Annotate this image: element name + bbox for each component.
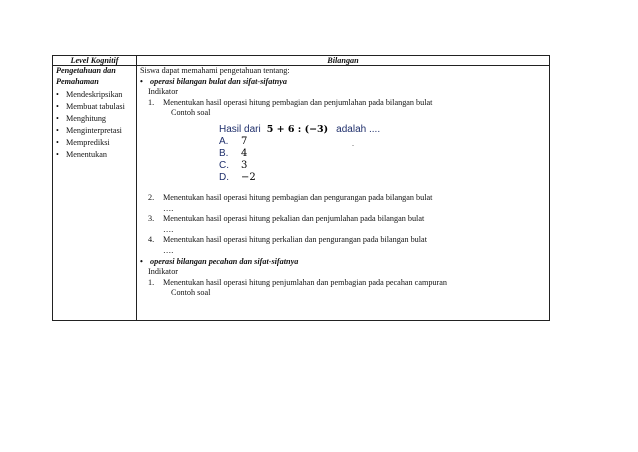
indicator-item — [140, 235, 546, 246]
topic-fraction-operations: • operasi bilangan pecahan dan sifat-sifatnya — [140, 257, 546, 268]
header-topic: Bilangan — [137, 56, 550, 66]
example-label: Contoh soal — [171, 108, 211, 118]
item-number: 1. — [148, 97, 155, 107]
header-cognitive-level: Level Kognitif — [53, 56, 137, 66]
table-header-row — [53, 56, 550, 66]
indicator-item — [140, 214, 546, 225]
answer-option — [219, 173, 256, 184]
item-number: 3. — [148, 214, 155, 224]
list-item: • Memprediksi — [56, 137, 133, 149]
topic-integer-operations: • operasi bilangan bulat dan sifat-sifatnya — [140, 77, 546, 88]
ellipsis-placeholder: …. — [163, 224, 174, 234]
item-number: 2. — [148, 192, 155, 202]
cognitive-level-title-line1: Pengetahuan dan — [56, 66, 116, 75]
scan-artifact-dot — [352, 145, 354, 146]
indicator-text: Menentukan hasil operasi hitung penjumlahan dan pembagian pada pecahan campuran — [163, 277, 447, 287]
list-item: • Menginterpretasi — [56, 125, 133, 137]
option-value: 4 — [241, 147, 248, 159]
question-expression: 5 + 6 : (−3) — [266, 123, 329, 135]
option-label: C. — [219, 159, 229, 171]
cognitive-skill-list — [56, 89, 133, 161]
option-value: 3 — [241, 159, 248, 171]
list-item: • Menentukan — [56, 149, 133, 161]
option-label: A. — [219, 135, 229, 147]
item-number: 4. — [148, 235, 155, 245]
topic-content-cell — [137, 66, 550, 321]
intro-text: Siswa dapat memahami pengetahuan tentang: — [140, 66, 290, 75]
option-value: 7 — [241, 135, 248, 147]
question-suffix: adalah .... — [336, 123, 381, 135]
question-line — [219, 125, 380, 136]
cognitive-level-title-line2: Pemahaman — [56, 76, 99, 86]
indicator-label: Indikator — [148, 267, 179, 277]
indicator-label: Indikator — [148, 87, 179, 97]
list-item: • Mendeskripsikan — [56, 89, 133, 101]
table-row — [53, 66, 550, 321]
list-item: • Menghitung — [56, 113, 133, 125]
option-label: B. — [219, 147, 229, 159]
option-label: D. — [219, 171, 229, 183]
indicator-text: Menentukan hasil operasi hitung pembagian dan penjumlahan pada bilangan bulat — [163, 97, 433, 107]
list-item: • Membuat tabulasi — [56, 101, 133, 113]
example-label: Contoh soal — [171, 288, 211, 298]
answer-option — [219, 137, 247, 148]
ellipsis-placeholder: …. — [163, 245, 174, 255]
cognitive-level-title — [56, 66, 133, 87]
answer-option — [219, 161, 247, 172]
indicator-item — [140, 193, 546, 204]
indicator-item — [140, 278, 546, 289]
indicator-text: Menentukan hasil operasi hitung pekalian dan penjumlahan pada bilangan bulat — [163, 214, 425, 224]
cognitive-level-cell — [53, 66, 137, 321]
item-number: 1. — [148, 277, 155, 287]
cognitive-level-table — [52, 55, 550, 321]
answer-option — [219, 149, 247, 160]
option-value: −2 — [241, 171, 256, 183]
ellipsis-placeholder: …. — [163, 203, 174, 213]
indicator-text: Menentukan hasil operasi hitung pembagian dan pengurangan pada bilangan bulat — [163, 192, 433, 202]
indicator-text: Menentukan hasil operasi hitung perkalian dan pengurangan pada bilangan bulat — [163, 235, 427, 245]
question-prefix: Hasil dari — [219, 123, 261, 135]
example-question-image — [140, 123, 546, 185]
indicator-item — [140, 98, 546, 109]
